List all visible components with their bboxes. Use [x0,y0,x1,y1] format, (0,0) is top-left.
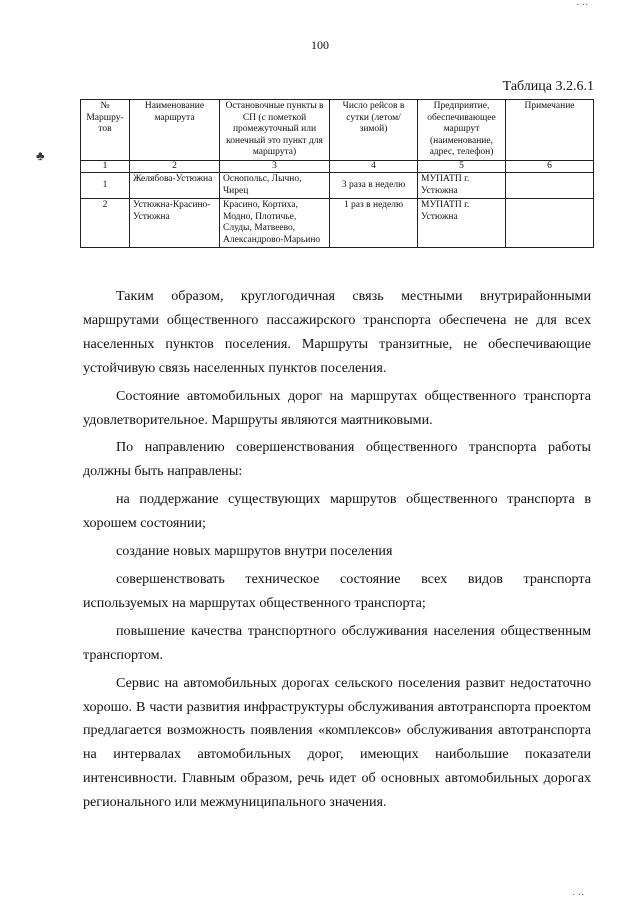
scan-speck: · ·· [576,0,589,11]
body-text [83,285,591,819]
column-number: 6 [506,160,594,173]
table-row [81,199,594,248]
header-operator: Предприятие, обеспечивающее маршрут (наименование, адрес, телефон) [418,100,506,161]
cell-route-name: Желябова-Устюжна [130,173,220,199]
cell-operator: МУПАТП г. Устюжна [418,199,506,248]
column-number: 5 [418,160,506,173]
column-number-row [81,160,594,173]
cell-note [506,173,594,199]
cell-route-name: Устюжна-Красино-Устюжна [130,199,220,248]
cell-operator: МУПАТП г. Устюжна [418,173,506,199]
cell-stops: Оснопольс, Лычно, Чирец [220,173,330,199]
scan-speck: · ·· [572,890,585,901]
cell-trips: 3 раза в неделю [330,173,418,199]
cell-note [506,199,594,248]
paragraph: на поддержание существующих маршрутов общественного транспорта в хорошем состоянии; [83,491,591,532]
paragraph: По направлению совершенствования общественного транспорта работы должны быть направлены: [83,439,591,480]
cell-route-number: 1 [81,173,130,199]
paragraph: создание новых маршрутов внутри поселения [116,543,393,560]
header-stops: Остановочные пункты в СП (с пометкой промежуточный или конечный это пункт для маршрута) [220,100,330,161]
table-caption: Таблица 3.2.6.1 [502,79,594,94]
column-number: 1 [81,160,130,173]
header-note: Примечание [506,100,594,161]
header-route-number: № Маршру- тов [81,100,130,161]
header-trips-per-day: Число рейсов в сутки (летом/зимой) [330,100,418,161]
cell-stops: Красино, Кортиха, Модно, Плотичье, Слуды, Матвеево, Александрово-Марьино [220,199,330,248]
column-number: 3 [220,160,330,173]
table-row [81,173,594,199]
header-route-name: Наименование маршрута [130,100,220,161]
paragraph: Состояние автомобильных дорог на маршрутах общественного транспорта удовлетворительное. Маршруты являются маятниковыми. [83,387,591,428]
cell-trips: 1 раз в неделю [330,199,418,248]
column-number: 2 [130,160,220,173]
page-number: 100 [311,38,329,52]
scan-speck: ♣ [36,148,45,163]
paragraph: Сервис на автомобильных дорогах сельского поселения развит недостаточно хорошо. В части развития инфраструктуры обслуживания автотранспорта проектом предлагается возможность появления «комплексов» обслуживания автотранспорта на интервалах автомобильных дорог, имеющих наибольшие показатели интенсивности. Главным образом, речь идет об основных автомобильных дорогах регионального или межмуниципального значения. [83,674,591,811]
table-header-row [81,100,594,161]
paragraph: Таким образом, круглогодичная связь местными внутрирайонными маршрутами общественного пассажирского транспорта обеспечена не для всех населенных пунктов поселения. Маршруты транзитные, не обеспечивающие устойчивую связь населенных пунктов поселения. [83,288,591,376]
routes-table [80,99,594,248]
cell-route-number: 2 [81,199,130,248]
column-number: 4 [330,160,418,173]
paragraph: совершенствовать техническое состояние всех видов транспорта используемых на маршрутах общественного транспорта; [83,570,591,611]
paragraph: повышение качества транспортного обслуживания населения общественным транспортом. [83,622,591,663]
